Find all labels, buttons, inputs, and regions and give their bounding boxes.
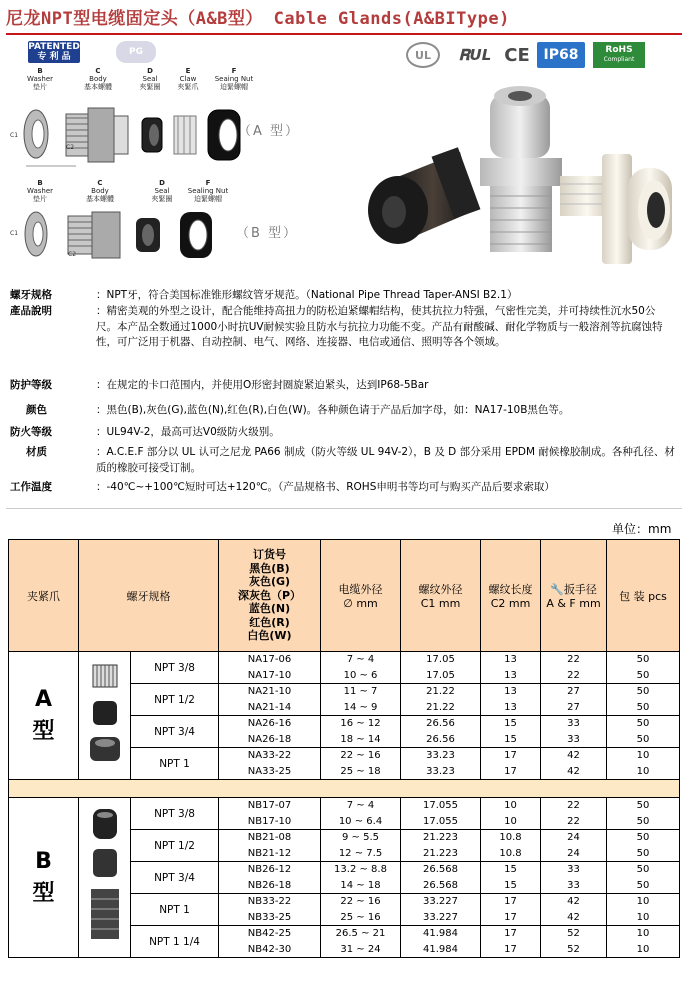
patented-cn-label: 专 利 品: [37, 52, 71, 62]
grey-gland-icon: [480, 86, 562, 252]
cell-code: NA17-10: [219, 668, 321, 684]
separator-band: [9, 780, 680, 798]
cell-c1: 26.56: [401, 732, 481, 748]
cell-c1: 17.05: [401, 652, 481, 668]
cell-c2: 10.8: [481, 830, 541, 846]
cell-af: 42: [541, 748, 607, 764]
cell-cable: 11 ~ 7: [321, 684, 401, 700]
cell-c1: 21.223: [401, 846, 481, 862]
part-en: Sealing Nut: [187, 187, 229, 195]
spec-value: ：精密美观的外型之设计，配合能维持高扭力的防松迫紧螺帽结构，使其抗拉力特强，气密性完美，并可持续性沉水50公尺。本产品全数通过1000小时抗UV耐候实验且防水与抗拉力功能不变。产品有耐酸碱、耐化学物质与一般溶剂等抗腐蚀特性，可广泛用于机器、自动控制、电气、网络、连接器、电信或通信、照明等各个领域。: [96, 305, 663, 348]
part-code: E: [185, 67, 191, 75]
header-c2: [481, 540, 541, 652]
cell-code: NB33-25: [219, 910, 321, 926]
cell-pack: 50: [607, 732, 680, 748]
cell-pack: 50: [607, 846, 680, 862]
cell-c1: 21.22: [401, 684, 481, 700]
part-en: Body: [89, 75, 107, 83]
cable-od-unit: ∅ mm: [343, 597, 378, 610]
cell-cable: 25 ~ 18: [321, 764, 401, 780]
order-line: 订货号: [253, 548, 286, 562]
cell-c2: 10.8: [481, 846, 541, 862]
cell-code: NB21-08: [219, 830, 321, 846]
cell-cable: 7 ~ 4: [321, 798, 401, 814]
part-code: C: [95, 67, 101, 75]
cell-af: 52: [541, 926, 607, 942]
cell-c2: 15: [481, 878, 541, 894]
cell-c1: 33.23: [401, 748, 481, 764]
cell-cable: 12 ~ 7.5: [321, 846, 401, 862]
cell-cable: 13.2 ~ 8.8: [321, 862, 401, 878]
thread-cell: NPT 1: [131, 748, 219, 780]
cell-pack: 10: [607, 748, 680, 764]
cell-c2: 10: [481, 814, 541, 830]
ur-logo-icon: [454, 42, 496, 68]
thumbnail-cell: [79, 652, 131, 780]
wrench-icon: 🔧: [550, 583, 564, 596]
type-letter: B: [35, 848, 52, 874]
part-a-label: [164, 67, 212, 91]
cell-cable: 9 ~ 5.5: [321, 830, 401, 846]
header-c1: [401, 540, 481, 652]
part-en: Seaing Nut: [214, 75, 254, 83]
rohs-label: RoHS: [605, 45, 633, 55]
cell-c2: 17: [481, 748, 541, 764]
part-cn: 迫緊螺帽: [220, 83, 248, 91]
cell-cable: 10 ~ 6: [321, 668, 401, 684]
seal-a-icon: [142, 118, 162, 152]
spec-key: 防护等级: [10, 379, 52, 391]
cell-cable: 26.5 ~ 21: [321, 926, 401, 942]
cell-c1: 17.055: [401, 798, 481, 814]
cell-af: 22: [541, 814, 607, 830]
c1-label: 螺纹外径: [418, 583, 463, 596]
ur-logo-text-2: UL: [469, 46, 492, 64]
part-b-label: [76, 179, 124, 203]
type-char: 型: [32, 880, 55, 906]
thread-cell: NPT 1/2: [131, 830, 219, 862]
cell-c1: 41.984: [401, 942, 481, 958]
cell-af: 33: [541, 878, 607, 894]
spec-divider: [6, 508, 682, 509]
cell-af: 42: [541, 764, 607, 780]
unit-label: 单位：mm: [612, 522, 672, 536]
cell-cable: 22 ~ 16: [321, 748, 401, 764]
part-en: Seal: [142, 75, 158, 83]
rohs-logo-icon: [593, 42, 645, 68]
cell-code: NB42-30: [219, 942, 321, 958]
header-cable-od: [321, 540, 401, 652]
spec-value: ：UL94V-2，最高可达V0级防火级别。: [96, 426, 280, 438]
spec-key: 防火等级: [10, 426, 52, 438]
cell-c1: 17.05: [401, 668, 481, 684]
black-gland-icon: [368, 147, 480, 244]
spec-key: 工作温度: [10, 481, 52, 493]
cell-af: 33: [541, 862, 607, 878]
cell-cable: 31 ~ 24: [321, 942, 401, 958]
wrench-unit: A & F mm: [546, 597, 601, 610]
cell-af: 33: [541, 716, 607, 732]
body-a-icon: [66, 108, 128, 162]
c2-label: 螺纹长度: [488, 583, 533, 596]
wrench-label-text: 扳手径: [563, 583, 597, 596]
cell-c2: 13: [481, 652, 541, 668]
ul-logo-icon: UL: [406, 42, 440, 68]
cell-pack: 50: [607, 878, 680, 894]
cable-glands-photo: [350, 80, 680, 280]
spec-key: 材质: [26, 446, 47, 458]
cell-cable: 22 ~ 16: [321, 894, 401, 910]
cell-pack: 10: [607, 942, 680, 958]
white-gland-icon: [560, 154, 672, 264]
spec-key: 產品說明: [10, 305, 52, 317]
cell-pack: 10: [607, 764, 680, 780]
part-cn: 垫片: [33, 195, 47, 203]
cell-af: 22: [541, 652, 607, 668]
cell-code: NA21-10: [219, 684, 321, 700]
washer-a-icon: [24, 110, 48, 158]
cell-cable: 14 ~ 9: [321, 700, 401, 716]
cell-pack: 10: [607, 910, 680, 926]
type-label-cell: [9, 798, 79, 958]
cell-c2: 17: [481, 942, 541, 958]
header-claw: 夹紧爪: [9, 540, 79, 652]
cell-cable: 14 ~ 18: [321, 878, 401, 894]
part-a-label: [74, 67, 122, 91]
cell-c2: 13: [481, 700, 541, 716]
order-line: 蓝色(N): [248, 602, 291, 616]
c2-unit: C2 mm: [490, 597, 531, 610]
seal-b-icon: [136, 218, 160, 252]
thread-cell: NPT 1 1/4: [131, 926, 219, 958]
type-b-body: [9, 798, 680, 958]
order-line: 深灰色（P）: [237, 588, 302, 602]
cell-code: NB26-18: [219, 878, 321, 894]
cell-af: 52: [541, 942, 607, 958]
ur-logo-text: 𝐑: [458, 46, 470, 64]
cell-pack: 10: [607, 926, 680, 942]
header-pack: 包 装 pcs: [607, 540, 680, 652]
patented-badge: [28, 41, 80, 63]
cell-code: NB17-07: [219, 798, 321, 814]
cell-af: 33: [541, 732, 607, 748]
type-b-label: （B 型）: [236, 226, 299, 241]
thumbnail-cell: [79, 798, 131, 958]
c2-dim-a: C2: [66, 144, 75, 151]
pg-badge: PG: [116, 41, 156, 63]
table-row: [9, 798, 680, 814]
type-label-cell: [9, 652, 79, 780]
type-a-body: [9, 652, 680, 780]
cell-code: NB33-22: [219, 894, 321, 910]
part-cn: 基本螺體: [86, 195, 114, 203]
ce-logo-icon: CE: [504, 44, 530, 66]
part-a-label: [16, 67, 64, 91]
thread-cell: NPT 3/4: [131, 862, 219, 894]
cell-af: 27: [541, 684, 607, 700]
cell-cable: 16 ~ 12: [321, 716, 401, 732]
spec-table: [8, 539, 680, 958]
patented-label: PATENTED: [28, 42, 80, 52]
cell-c1: 33.227: [401, 894, 481, 910]
part-cn: 夾緊爪: [177, 83, 199, 91]
sealing-nut-b-icon: [180, 212, 212, 258]
header-thread: 螺牙规格: [79, 540, 219, 652]
title-underline: [6, 33, 682, 35]
cell-pack: 50: [607, 814, 680, 830]
cell-af: 42: [541, 910, 607, 926]
cable-od-label: 电缆外径: [338, 583, 383, 596]
thread-cell: NPT 1: [131, 894, 219, 926]
cell-c2: 15: [481, 862, 541, 878]
part-a-label: [210, 67, 258, 91]
table-header-row: [9, 540, 680, 652]
part-b-label: [184, 179, 232, 203]
cell-c1: 26.568: [401, 862, 481, 878]
cell-code: NB26-12: [219, 862, 321, 878]
band-row: [9, 780, 680, 798]
cell-c2: 17: [481, 764, 541, 780]
cell-pack: 50: [607, 652, 680, 668]
cell-cable: 25 ~ 16: [321, 910, 401, 926]
part-cn: 夾緊圈: [139, 83, 161, 91]
part-cn: 垫片: [33, 83, 47, 91]
product-hero: [6, 36, 682, 284]
thread-cell: NPT 3/8: [131, 798, 219, 830]
order-line: 红色(R): [249, 615, 290, 629]
part-en: Body: [91, 187, 109, 195]
thread-cell: NPT 3/8: [131, 652, 219, 684]
header-order-no: [219, 540, 321, 652]
part-en: Claw: [179, 75, 197, 83]
c1-unit: C1 mm: [420, 597, 461, 610]
cell-c2: 15: [481, 716, 541, 732]
part-en: Washer: [26, 187, 54, 195]
part-code: D: [159, 179, 165, 187]
order-line: 黑色(B): [249, 561, 290, 575]
order-line: 白色(W): [247, 629, 292, 643]
cell-c1: 41.984: [401, 926, 481, 942]
spec-value: ：在规定的卡口范围内，并使用O形密封圈旋紧迫紧头，达到IP68-5Bar: [96, 379, 429, 391]
thread-cell: NPT 3/4: [131, 716, 219, 748]
cell-c1: 26.568: [401, 878, 481, 894]
spec-value: ：A.C.E.F 部分以 UL 认可之尼龙 PA66 制成（防火等级 UL 94V-2），B 及 D 部分采用 EPDM 耐候橡胶制成。各种孔径、材质的橡胶可接受订制。: [96, 446, 675, 474]
type-b-exploded-diagram: [14, 204, 234, 274]
cell-pack: 50: [607, 798, 680, 814]
cell-pack: 50: [607, 716, 680, 732]
cell-af: 24: [541, 830, 607, 846]
cell-af: 42: [541, 894, 607, 910]
cell-c2: 15: [481, 732, 541, 748]
type-a-exploded-diagram: [14, 96, 254, 181]
cell-code: NB17-10: [219, 814, 321, 830]
type-char: 型: [32, 718, 55, 744]
cell-af: 22: [541, 668, 607, 684]
part-code: B: [37, 179, 43, 187]
cell-c1: 33.23: [401, 764, 481, 780]
cell-code: NA33-22: [219, 748, 321, 764]
cell-c2: 13: [481, 668, 541, 684]
cell-c2: 10: [481, 798, 541, 814]
cell-c1: 17.055: [401, 814, 481, 830]
cell-c1: 26.56: [401, 716, 481, 732]
cell-c2: 17: [481, 910, 541, 926]
part-b-label: [138, 179, 186, 203]
part-code: C: [97, 179, 103, 187]
cell-pack: 50: [607, 668, 680, 684]
order-no-lines: [219, 548, 320, 643]
cell-pack: 50: [607, 830, 680, 846]
cell-cable: 10 ~ 6.4: [321, 814, 401, 830]
cell-c1: 21.223: [401, 830, 481, 846]
part-code: D: [147, 67, 153, 75]
part-cn: 基本螺體: [84, 83, 112, 91]
part-code: F: [205, 179, 211, 187]
sealing-nut-a-icon: [208, 110, 240, 160]
cell-af: 24: [541, 846, 607, 862]
header-wrench: [541, 540, 607, 652]
c1-dim-a: C1: [10, 132, 19, 139]
gland-thumbnail-icon: [85, 659, 125, 769]
cell-pack: 50: [607, 862, 680, 878]
page-title: 尼龙NPT型电缆固定头（A&B型） Cable Glands(A&BIType): [6, 9, 510, 29]
spec-key: 螺牙规格: [10, 289, 52, 301]
cell-code: NA26-18: [219, 732, 321, 748]
cell-af: 22: [541, 798, 607, 814]
c1-dim-b: C1: [10, 230, 19, 237]
cell-c2: 17: [481, 926, 541, 942]
cell-code: NB21-12: [219, 846, 321, 862]
gland-thumbnail-icon: [85, 801, 125, 951]
part-en: Washer: [26, 75, 54, 83]
cell-c2: 13: [481, 684, 541, 700]
cell-code: NB42-25: [219, 926, 321, 942]
cell-c2: 17: [481, 894, 541, 910]
cell-code: NA33-25: [219, 764, 321, 780]
cell-af: 27: [541, 700, 607, 716]
cell-cable: 18 ~ 14: [321, 732, 401, 748]
washer-b-icon: [25, 212, 47, 256]
cell-code: NA26-16: [219, 716, 321, 732]
type-letter: A: [34, 686, 53, 712]
c2-dim-b: C2: [68, 251, 77, 258]
type-a-label: （A 型）: [238, 124, 301, 139]
spec-value: ：黑色(B),灰色(G),蓝色(N),红色(R),白色(W)。各种颜色请于产品后加字母，如：NA17-10B黑色等。: [96, 404, 570, 416]
part-b-label: [16, 179, 64, 203]
order-line: 灰色(G): [248, 575, 291, 589]
part-cn: 迫緊螺帽: [194, 195, 222, 203]
cell-code: NA21-14: [219, 700, 321, 716]
cell-pack: 50: [607, 700, 680, 716]
rohs-sub-label: Compliant: [603, 56, 635, 63]
wrench-label: [541, 581, 606, 597]
cell-c1: 21.22: [401, 700, 481, 716]
spec-key: 颜色: [26, 404, 47, 416]
thread-cell: NPT 1/2: [131, 684, 219, 716]
spec-value: ：NPT牙，符合美国标准锥形螺纹管牙规范。（National Pipe Thread Taper-ANSI B2.1）: [96, 289, 518, 301]
part-en: Seal: [154, 187, 170, 195]
part-code: F: [231, 67, 237, 75]
table-row: [9, 652, 680, 668]
part-cn: 夾緊圈: [151, 195, 173, 203]
ip68-logo-icon: IP68: [537, 42, 585, 68]
cell-c1: 33.227: [401, 910, 481, 926]
part-code: B: [37, 67, 43, 75]
claw-a-icon: [174, 116, 196, 154]
spec-value: ：-40℃~+100℃短时可达+120℃。（产品规格书、ROHS申明书等均可与购买产品后要求索取）: [96, 481, 555, 493]
cell-cable: 7 ~ 4: [321, 652, 401, 668]
cell-pack: 10: [607, 894, 680, 910]
cell-code: NA17-06: [219, 652, 321, 668]
cell-pack: 50: [607, 684, 680, 700]
